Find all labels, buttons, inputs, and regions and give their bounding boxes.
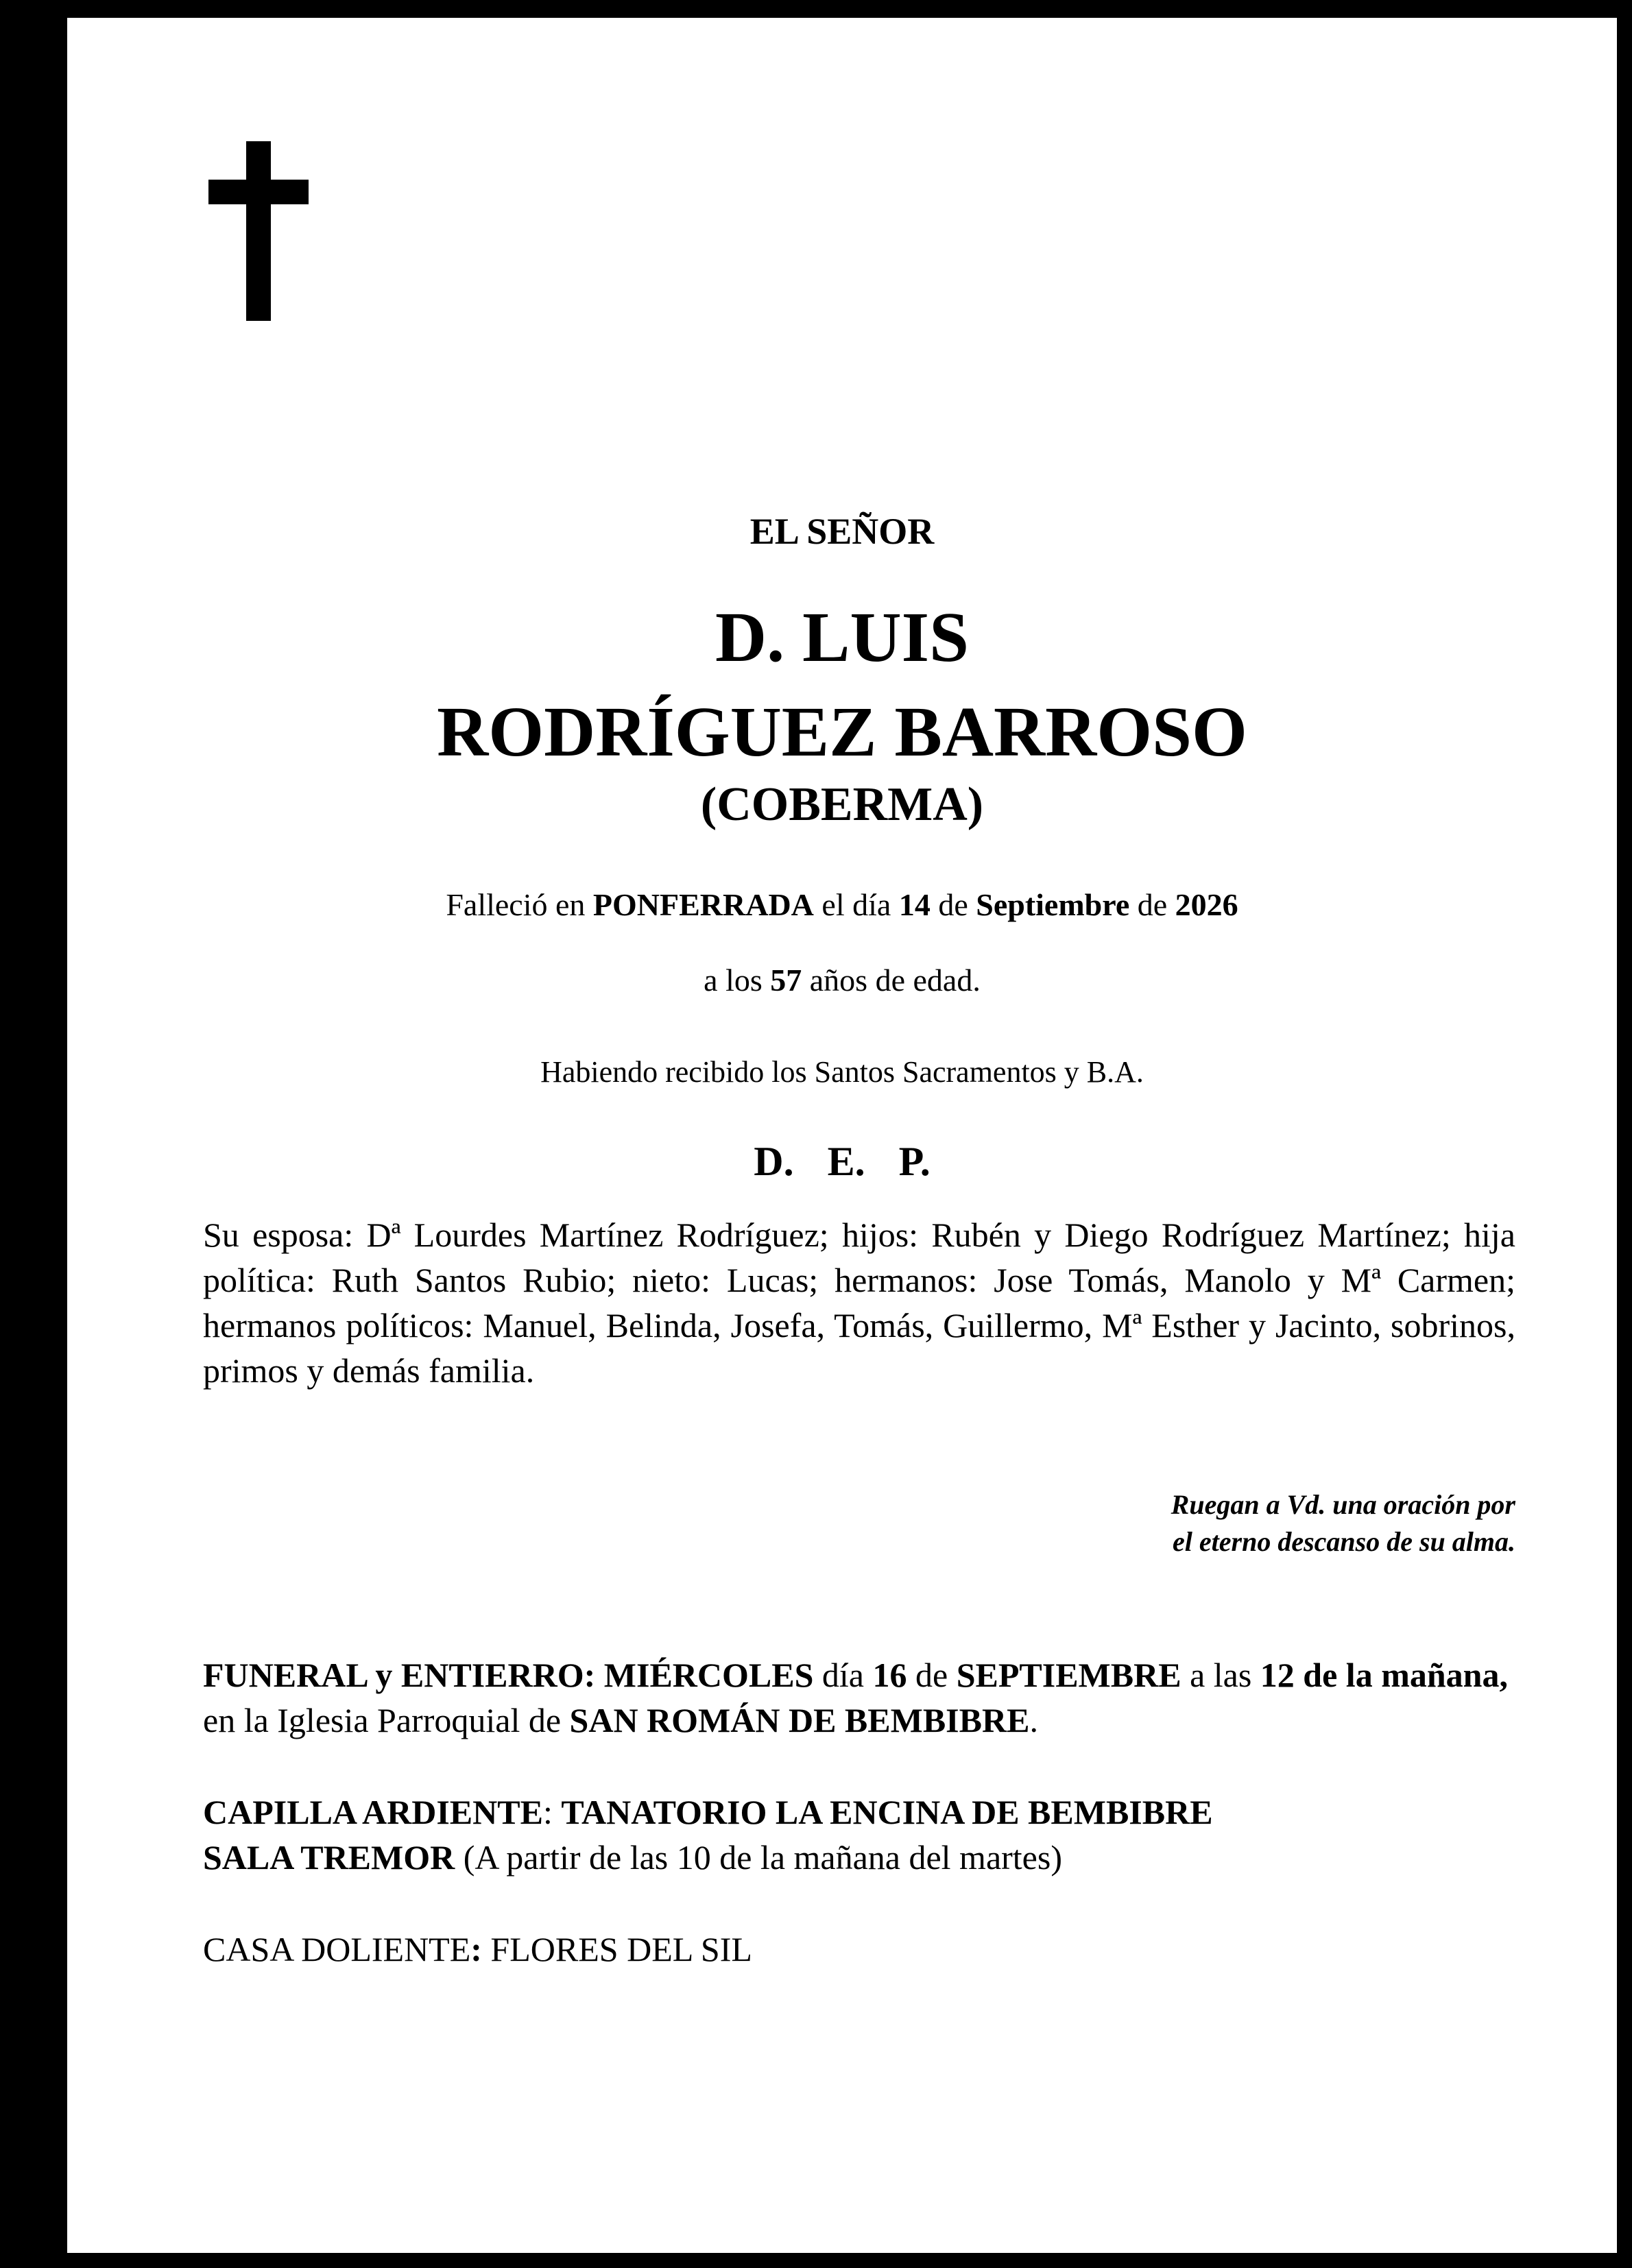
heading: EL SEÑOR (749, 511, 935, 552)
age-value: 57 (770, 963, 802, 998)
death-year: 2026 (1175, 887, 1238, 922)
prayer-line2: el eterno descanso de su alma. (1173, 1526, 1515, 1557)
chapel-info (203, 1789, 1540, 1880)
death-day: 14 (898, 887, 931, 922)
dep-line: D. E. P. (754, 1139, 931, 1184)
death-place: PONFERRADA (592, 887, 814, 922)
family-paragraph: Su esposa: Dª Lourdes Martínez Rodríguez; hijos: Rubén y Diego Rodríguez Martínez; hija política: Ruth Santos Rubio; nieto: Lucas; hermanos: Jose Tomás, Manolo y Mª Carmen; hermanos políticos: Manuel, Belinda, Josefa, Tomás, Guillermo, Mª Esther y Jacinto, sobrinos, primos y demás familia. (203, 1216, 1515, 1390)
age-line: a los 57 años de edad. (704, 963, 981, 998)
prayer-line1: Ruegan a Vd. una oración por (1171, 1489, 1515, 1520)
mourning-house-info: CASA DOLIENTE: FLORES DEL SIL (203, 1930, 752, 1968)
cross-icon (208, 141, 309, 321)
death-month: Septiembre (976, 887, 1130, 922)
prayer-request (1171, 1486, 1515, 1560)
chapel-line1: CAPILLA ARDIENTE: TANATORIO LA ENCINA DE BEMBIBRE (203, 1793, 1213, 1831)
deceased-name-line2: RODRÍGUEZ BARROSO (437, 692, 1247, 771)
death-line: Falleció en PONFERRADA el día 14 de Septiembre de 2026 (446, 887, 1238, 922)
deceased-alias: (COBERMA) (700, 778, 984, 831)
chapel-line2: SALA TREMOR (A partir de las 10 de la mañana del martes) (203, 1838, 1062, 1877)
sacraments-line: Habiendo recibido los Santos Sacramentos y B.A. (540, 1055, 1144, 1089)
deceased-name-line1: D. LUIS (715, 598, 969, 677)
funeral-info: FUNERAL y ENTIERRO: MIÉRCOLES día 16 de SEPTIEMBRE a las 12 de la mañana, en la Iglesia Parroquial de SAN ROMÁN DE BEMBIBRE. (203, 1656, 1508, 1739)
